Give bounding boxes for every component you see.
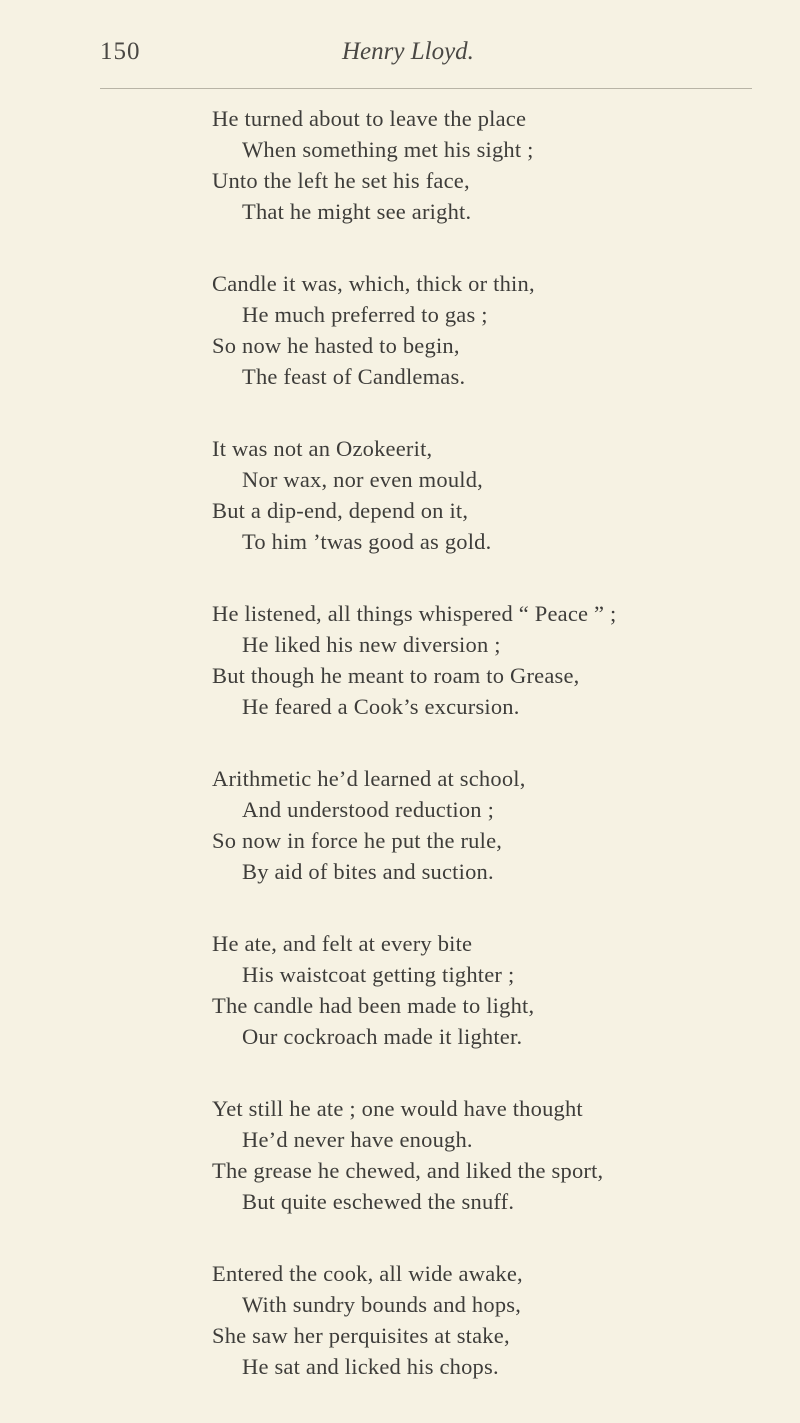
poem-line: It was not an Ozokeerit, (212, 436, 433, 461)
poem-line: When something met his sight ; (242, 137, 534, 162)
stanza (212, 268, 772, 392)
poem-line: To him ’twas good as gold. (242, 529, 492, 554)
poem-line: Nor wax, nor even mould, (242, 467, 483, 492)
poem-line: By aid of bites and suction. (242, 859, 494, 884)
stanza (212, 1093, 772, 1217)
poem-line: Unto the left he set his face, (212, 168, 470, 193)
poem-line: Our cockroach made it lighter. (242, 1024, 523, 1049)
stanza (212, 433, 772, 557)
stanza (212, 103, 772, 227)
poem-line: Candle it was, which, thick or thin, (212, 271, 535, 296)
poem-line: The candle had been made to light, (212, 993, 535, 1018)
poem-line: But a dip-end, depend on it, (212, 498, 469, 523)
poem-line: So now in force he put the rule, (212, 828, 503, 853)
poem-line: The feast of Candlemas. (242, 364, 466, 389)
poem-line: And understood reduction ; (242, 797, 495, 822)
poem-line: But though he meant to roam to Grease, (212, 663, 580, 688)
poem-line: He much preferred to gas ; (242, 302, 488, 327)
stanza (212, 763, 772, 887)
poem-line: He ate, and felt at every bite (212, 931, 473, 956)
poem-line: But quite eschewed the snuff. (242, 1189, 515, 1214)
poem-line: With sundry bounds and hops, (242, 1292, 522, 1317)
running-head (100, 38, 740, 78)
poem-line: So now he hasted to begin, (212, 333, 460, 358)
running-title: Henry Lloyd. (342, 38, 474, 65)
poem-line: Entered the cook, all wide awake, (212, 1261, 523, 1286)
poem-line: He listened, all things whispered “ Peace ” ; (212, 601, 617, 626)
poem-line: That he might see aright. (242, 199, 472, 224)
poem-line: He turned about to leave the place (212, 106, 527, 131)
stanza (212, 598, 772, 722)
header-rule (100, 88, 752, 89)
poem-line: His waistcoat getting tighter ; (242, 962, 515, 987)
poem-line: The grease he chewed, and liked the sport, (212, 1158, 604, 1183)
poem-line: He liked his new diversion ; (242, 632, 501, 657)
poem-line: He feared a Cook’s excursion. (242, 694, 520, 719)
poem-line: Yet still he ate ; one would have thought (212, 1096, 583, 1121)
stanza (212, 928, 772, 1052)
poem-line: Arithmetic he’d learned at school, (212, 766, 526, 791)
poem-line: He sat and licked his chops. (242, 1354, 499, 1379)
poem-line: He’d never have enough. (242, 1127, 473, 1152)
page-number: 150 (100, 38, 141, 65)
poem-line: She saw her perquisites at stake, (212, 1323, 510, 1348)
stanza (212, 1258, 772, 1382)
poem (212, 103, 772, 1423)
